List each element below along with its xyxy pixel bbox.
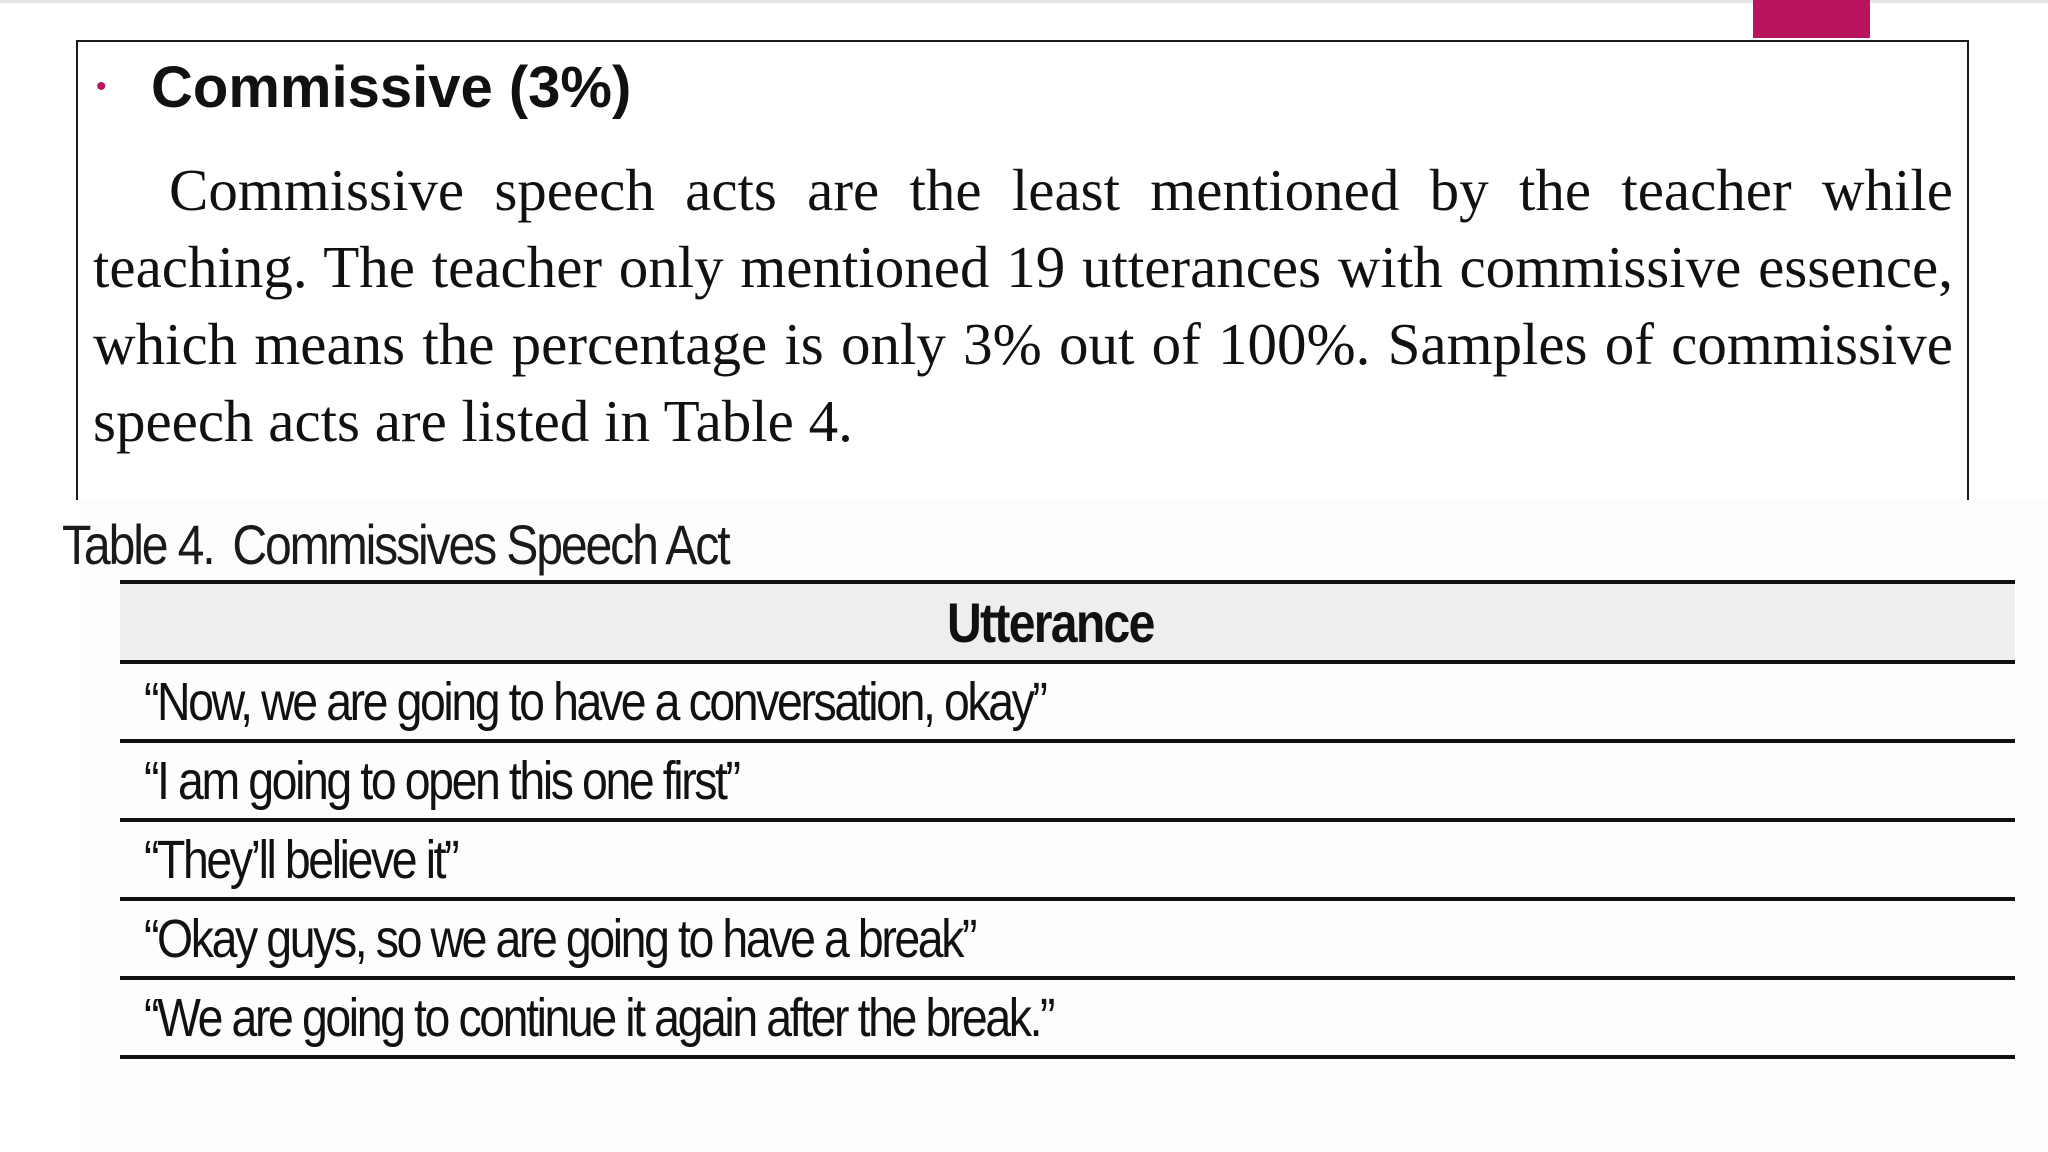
table-cell [120,899,2015,978]
table-row [120,899,2015,978]
table-row [120,741,2015,820]
section-heading: Commissive (3%) [151,54,632,120]
text-box [76,40,1969,500]
table-caption-number: Table 4. [62,513,214,576]
top-rule [0,0,2048,3]
table-cell [120,820,2015,899]
utterance-text: “They’ll believe it” [144,829,458,890]
table-cell [120,741,2015,820]
body-paragraph: Commissive speech acts are the least mentioned by the teacher while teaching. The teacher only mentioned 19 utterances with commissive essence, which means the percentage is only 3% out of 100%. Samples of commissive speech acts are listed in Table 4. [93,157,1953,454]
table-row [120,662,2015,741]
utterance-text: “We are going to continue it again after the break.” [144,987,1054,1048]
table-row [120,978,2015,1057]
utterance-table [120,580,2015,1059]
table-cell [120,662,2015,741]
bullet-heading-row [90,52,631,122]
utterance-text: “Now, we are going to have a conversation, okay” [144,671,1046,732]
bullet-icon: • [96,70,107,103]
utterance-text: “I am going to open this one first” [144,750,739,811]
accent-tab [1753,0,1870,38]
table-cell [120,978,2015,1057]
table-header-row [120,582,2015,662]
column-header-utterance: Utterance [120,582,2015,662]
utterance-text: “Okay guys, so we are going to have a break” [144,908,976,969]
table-caption [62,512,747,577]
table-caption-title: Commissives Speech Act [232,513,729,576]
table-row [120,820,2015,899]
